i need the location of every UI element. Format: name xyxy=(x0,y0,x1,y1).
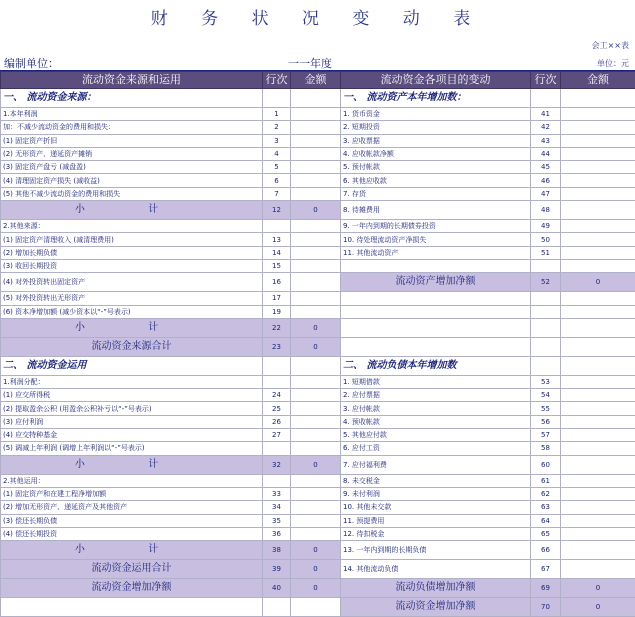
left-item-label: 二、 流动资金运用 xyxy=(1,356,263,375)
right-row-number[interactable] xyxy=(531,356,561,375)
right-item-label[interactable]: 7. 应付福利费 xyxy=(341,455,531,474)
left-row-number[interactable]: 40 xyxy=(263,579,291,598)
left-item-label[interactable]: 加：不减少流动资金的费用和损失： xyxy=(1,121,263,134)
right-item-label[interactable]: 8. 待摊费用 xyxy=(341,201,531,220)
right-row-number[interactable]: 61 xyxy=(531,474,561,487)
left-item-label[interactable]: (4) 偿还长期投资 xyxy=(1,527,263,540)
left-amount-cell[interactable]: 0 xyxy=(291,455,341,474)
left-amount-cell[interactable] xyxy=(291,134,341,147)
left-amount-cell[interactable] xyxy=(291,429,341,442)
statement-table xyxy=(0,71,635,617)
left-amount-cell[interactable] xyxy=(291,273,341,292)
right-item-label[interactable] xyxy=(341,305,531,318)
left-row-number[interactable]: 3 xyxy=(263,134,291,147)
table-row xyxy=(1,455,635,474)
right-item-label[interactable]: 流动资产增加净额 xyxy=(341,273,531,292)
right-row-number[interactable]: 45 xyxy=(531,161,561,174)
left-item-label[interactable]: (2) 增加长期负债 xyxy=(1,246,263,259)
right-row-number[interactable] xyxy=(531,337,561,356)
left-item-label[interactable]: 2.其他运用： xyxy=(1,474,263,487)
left-amount-cell[interactable] xyxy=(291,487,341,500)
table-row xyxy=(1,356,635,375)
table-row xyxy=(1,292,635,305)
left-amount-cell[interactable] xyxy=(291,415,341,428)
table-row xyxy=(1,174,635,187)
table-row xyxy=(1,318,635,337)
year-label: 一一年度 xyxy=(288,55,332,71)
left-row-number[interactable]: 4 xyxy=(263,147,291,160)
table-row xyxy=(1,305,635,318)
right-amount-cell[interactable] xyxy=(561,292,635,305)
table-row xyxy=(1,429,635,442)
right-row-number[interactable] xyxy=(531,259,561,272)
right-amount-cell[interactable] xyxy=(561,356,635,375)
left-item-label[interactable]: (3) 偿还长期负债 xyxy=(1,514,263,527)
right-item-label[interactable]: 8. 未交税金 xyxy=(341,474,531,487)
left-row-number[interactable]: 36 xyxy=(263,527,291,540)
right-item-label[interactable]: 2. 短期投资 xyxy=(341,121,531,134)
right-item-label: 二、 流动负债本年增加数 xyxy=(341,356,531,375)
table-row xyxy=(1,108,635,121)
right-item-label[interactable]: 6. 应付工资 xyxy=(341,442,531,455)
left-row-number[interactable]: 33 xyxy=(263,487,291,500)
left-item-label[interactable]: (4) 应交特种基金 xyxy=(1,429,263,442)
left-amount-cell[interactable] xyxy=(291,305,341,318)
right-amount-cell[interactable] xyxy=(561,305,635,318)
left-item-label[interactable]: (6) 资本净增加额 (减少资本以“-”号表示) xyxy=(1,305,263,318)
table-row xyxy=(1,442,635,455)
right-row-number[interactable]: 55 xyxy=(531,402,561,415)
left-item-label[interactable]: (1) 固定资产清理收入 (减清理费用) xyxy=(1,233,263,246)
left-amount-cell[interactable] xyxy=(291,375,341,388)
right-amount-cell[interactable] xyxy=(561,337,635,356)
right-item-label[interactable]: 9. 一年内到期的长期债券投资 xyxy=(341,220,531,233)
left-amount-cell[interactable] xyxy=(291,121,341,134)
right-item-label[interactable]: 1. 短期借款 xyxy=(341,375,531,388)
left-item-label[interactable]: (2) 无形资产、递延资产摊销 xyxy=(1,147,263,160)
table-row xyxy=(1,233,635,246)
right-item-label[interactable]: 4. 预收帐款 xyxy=(341,415,531,428)
table-row xyxy=(1,187,635,200)
right-row-number[interactable]: 70 xyxy=(531,598,561,617)
table-row xyxy=(1,389,635,402)
left-amount-cell[interactable] xyxy=(291,514,341,527)
right-amount-cell[interactable] xyxy=(561,402,635,415)
table-row xyxy=(1,246,635,259)
table-row xyxy=(1,201,635,220)
right-item-label[interactable]: 7. 存货 xyxy=(341,187,531,200)
right-amount-cell[interactable] xyxy=(561,108,635,121)
table-row xyxy=(1,598,635,617)
right-amount-cell[interactable] xyxy=(561,560,635,579)
table-row xyxy=(1,220,635,233)
right-row-number[interactable]: 66 xyxy=(531,541,561,560)
left-row-number[interactable]: 13 xyxy=(263,233,291,246)
left-item-label[interactable]: (1) 固定资产和在建工程净增加额 xyxy=(1,487,263,500)
right-amount-cell[interactable] xyxy=(561,455,635,474)
header-right-item: 流动资金各项目的变动 xyxy=(341,72,531,89)
right-amount-cell[interactable]: 0 xyxy=(561,273,635,292)
right-amount-cell[interactable] xyxy=(561,259,635,272)
left-amount-cell[interactable] xyxy=(291,89,341,108)
header-amount: 金额 xyxy=(291,72,341,89)
right-row-number[interactable]: 44 xyxy=(531,147,561,160)
left-item-label: 一、 流动资金来源： xyxy=(1,89,263,108)
left-amount-cell[interactable] xyxy=(291,174,341,187)
left-amount-cell[interactable] xyxy=(291,389,341,402)
left-amount-cell[interactable] xyxy=(291,147,341,160)
table-row xyxy=(1,415,635,428)
right-row-number[interactable]: 58 xyxy=(531,442,561,455)
right-row-number[interactable]: 47 xyxy=(531,187,561,200)
left-item-label[interactable]: 小 计 xyxy=(1,541,263,560)
left-row-number[interactable] xyxy=(263,474,291,487)
left-amount-cell[interactable] xyxy=(291,598,341,617)
right-item-label[interactable]: 1. 货币资金 xyxy=(341,108,531,121)
right-row-number[interactable]: 53 xyxy=(531,375,561,388)
right-row-number[interactable]: 46 xyxy=(531,174,561,187)
right-item-label[interactable]: 14. 其他流动负债 xyxy=(341,560,531,579)
left-amount-cell[interactable] xyxy=(291,161,341,174)
left-row-number[interactable]: 24 xyxy=(263,389,291,402)
left-item-label[interactable]: 1.利润分配： xyxy=(1,375,263,388)
left-amount-cell[interactable] xyxy=(291,233,341,246)
right-item-label[interactable]: 6. 其他应收款 xyxy=(341,174,531,187)
left-item-label[interactable]: 流动资金增加净额 xyxy=(1,579,263,598)
left-amount-cell[interactable] xyxy=(291,108,341,121)
left-item-label[interactable]: (4) 清理固定资产损失 (减收益) xyxy=(1,174,263,187)
left-item-label[interactable]: 小 计 xyxy=(1,455,263,474)
left-item-label[interactable]: (5) 其他不减少流动资金的费用和损失 xyxy=(1,187,263,200)
left-row-number[interactable]: 38 xyxy=(263,541,291,560)
left-item-label[interactable]: 小 计 xyxy=(1,201,263,220)
left-row-number[interactable]: 34 xyxy=(263,501,291,514)
right-item-label[interactable]: 11. 预提费用 xyxy=(341,514,531,527)
right-item-label[interactable]: 5. 其他应付款 xyxy=(341,429,531,442)
right-row-number[interactable]: 65 xyxy=(531,527,561,540)
left-amount-cell[interactable] xyxy=(291,356,341,375)
right-item-label[interactable] xyxy=(341,337,531,356)
left-item-label[interactable]: (3) 固定资产盘亏 (减盘盈) xyxy=(1,161,263,174)
left-item-label[interactable]: (5) 对外投资转出无形资产 xyxy=(1,292,263,305)
left-amount-cell[interactable]: 0 xyxy=(291,579,341,598)
right-row-number[interactable]: 69 xyxy=(531,579,561,598)
right-item-label: 一、 流动资产本年增加数： xyxy=(341,89,531,108)
table-row xyxy=(1,337,635,356)
right-row-number[interactable]: 48 xyxy=(531,201,561,220)
right-item-label[interactable]: 9. 未付利润 xyxy=(341,487,531,500)
table-row xyxy=(1,273,635,292)
table-row xyxy=(1,89,635,108)
left-row-number[interactable]: 26 xyxy=(263,415,291,428)
left-row-number[interactable]: 14 xyxy=(263,246,291,259)
right-amount-cell[interactable] xyxy=(561,429,635,442)
table-row xyxy=(1,161,635,174)
right-item-label[interactable]: 4. 应收帐款净额 xyxy=(341,147,531,160)
right-row-number[interactable]: 56 xyxy=(531,415,561,428)
left-item-label[interactable]: (1) 应交所得税 xyxy=(1,389,263,402)
table-row xyxy=(1,514,635,527)
left-row-number[interactable] xyxy=(263,356,291,375)
right-amount-cell[interactable] xyxy=(561,187,635,200)
left-row-number[interactable]: 12 xyxy=(263,201,291,220)
left-item-label[interactable]: (4) 对外投资转出固定资产 xyxy=(1,273,263,292)
right-amount-cell[interactable] xyxy=(561,161,635,174)
right-item-label[interactable]: 12. 待扣税金 xyxy=(341,527,531,540)
left-amount-cell[interactable] xyxy=(291,501,341,514)
left-item-label[interactable] xyxy=(1,598,263,617)
right-amount-cell[interactable] xyxy=(561,514,635,527)
left-item-label[interactable]: (5) 调减上年利润 (调增上年利润以“-”号表示) xyxy=(1,442,263,455)
right-row-number[interactable]: 64 xyxy=(531,514,561,527)
right-row-number[interactable]: 63 xyxy=(531,501,561,514)
right-row-number[interactable]: 67 xyxy=(531,560,561,579)
header-amount-right: 金额 xyxy=(561,72,635,89)
right-amount-cell[interactable] xyxy=(561,375,635,388)
right-item-label[interactable]: 5. 预付帐款 xyxy=(341,161,531,174)
right-item-label[interactable] xyxy=(341,292,531,305)
left-row-number[interactable]: 22 xyxy=(263,318,291,337)
right-amount-cell[interactable] xyxy=(561,501,635,514)
left-amount-cell[interactable] xyxy=(291,187,341,200)
left-row-number[interactable]: 17 xyxy=(263,292,291,305)
left-amount-cell[interactable] xyxy=(291,259,341,272)
right-item-label[interactable]: 流动资金增加净额 xyxy=(341,598,531,617)
right-amount-cell[interactable] xyxy=(561,389,635,402)
right-amount-cell[interactable] xyxy=(561,487,635,500)
right-amount-cell[interactable] xyxy=(561,121,635,134)
table-row xyxy=(1,134,635,147)
left-row-number[interactable]: 2 xyxy=(263,121,291,134)
left-amount-cell[interactable]: 0 xyxy=(291,560,341,579)
right-amount-cell[interactable]: 0 xyxy=(561,598,635,617)
table-row xyxy=(1,579,635,598)
left-row-number[interactable] xyxy=(263,598,291,617)
left-item-label[interactable]: (3) 应付利润 xyxy=(1,415,263,428)
right-item-label[interactable]: 11. 其他流动资产 xyxy=(341,246,531,259)
table-row xyxy=(1,474,635,487)
right-row-number[interactable]: 52 xyxy=(531,273,561,292)
left-item-label[interactable]: (3) 收回长期投资 xyxy=(1,259,263,272)
right-row-number[interactable]: 41 xyxy=(531,108,561,121)
right-item-label[interactable] xyxy=(341,318,531,337)
table-header-row xyxy=(1,72,635,89)
left-row-number[interactable]: 39 xyxy=(263,560,291,579)
currency-unit: 单位：元 xyxy=(597,58,629,69)
left-row-number[interactable]: 15 xyxy=(263,259,291,272)
right-item-label[interactable]: 流动负债增加净额 xyxy=(341,579,531,598)
right-amount-cell[interactable] xyxy=(561,89,635,108)
left-amount-cell[interactable] xyxy=(291,402,341,415)
table-row xyxy=(1,527,635,540)
left-row-number[interactable]: 7 xyxy=(263,187,291,200)
right-amount-cell[interactable] xyxy=(561,246,635,259)
table-row xyxy=(1,259,635,272)
right-amount-cell[interactable] xyxy=(561,527,635,540)
left-row-number[interactable]: 23 xyxy=(263,337,291,356)
left-row-number[interactable] xyxy=(263,220,291,233)
left-amount-cell[interactable]: 0 xyxy=(291,201,341,220)
table-row xyxy=(1,487,635,500)
right-amount-cell[interactable] xyxy=(561,233,635,246)
left-amount-cell[interactable] xyxy=(291,442,341,455)
right-item-label[interactable]: 2. 应付票据 xyxy=(341,389,531,402)
prepared-by-label: 编制单位： xyxy=(4,55,59,71)
left-item-label[interactable]: (2) 增加无形资产、递延资产及其他资产 xyxy=(1,501,263,514)
right-row-number[interactable]: 43 xyxy=(531,134,561,147)
left-item-label[interactable]: 2.其他来源： xyxy=(1,220,263,233)
left-amount-cell[interactable] xyxy=(291,527,341,540)
left-amount-cell[interactable] xyxy=(291,220,341,233)
right-row-number[interactable]: 49 xyxy=(531,220,561,233)
right-amount-cell[interactable] xyxy=(561,147,635,160)
left-row-number[interactable] xyxy=(263,89,291,108)
table-row xyxy=(1,541,635,560)
left-item-label[interactable]: (2) 提取盈余公积 (用盈余公积补亏以“-”号表示) xyxy=(1,402,263,415)
right-row-number[interactable]: 42 xyxy=(531,121,561,134)
header-row-no: 行次 xyxy=(263,72,291,89)
right-amount-cell[interactable] xyxy=(561,442,635,455)
right-amount-cell[interactable]: 0 xyxy=(561,579,635,598)
left-item-label[interactable]: 流动资金来源合计 xyxy=(1,337,263,356)
left-row-number[interactable]: 32 xyxy=(263,455,291,474)
left-row-number[interactable]: 6 xyxy=(263,174,291,187)
right-item-label[interactable]: 10. 待处理流动资产净损失 xyxy=(341,233,531,246)
right-amount-cell[interactable] xyxy=(561,220,635,233)
right-row-number[interactable]: 54 xyxy=(531,389,561,402)
right-row-number[interactable] xyxy=(531,89,561,108)
table-row xyxy=(1,560,635,579)
right-row-number[interactable]: 62 xyxy=(531,487,561,500)
right-row-number[interactable] xyxy=(531,305,561,318)
right-row-number[interactable]: 60 xyxy=(531,455,561,474)
table-row xyxy=(1,147,635,160)
left-row-number[interactable]: 1 xyxy=(263,108,291,121)
right-item-label[interactable]: 13. 一年内到期的长期负债 xyxy=(341,541,531,560)
right-amount-cell[interactable] xyxy=(561,415,635,428)
right-row-number[interactable]: 50 xyxy=(531,233,561,246)
left-amount-cell[interactable] xyxy=(291,246,341,259)
left-amount-cell[interactable]: 0 xyxy=(291,318,341,337)
left-amount-cell[interactable]: 0 xyxy=(291,337,341,356)
right-amount-cell[interactable] xyxy=(561,134,635,147)
right-amount-cell[interactable] xyxy=(561,318,635,337)
left-row-number[interactable]: 25 xyxy=(263,402,291,415)
right-amount-cell[interactable] xyxy=(561,174,635,187)
left-row-number[interactable] xyxy=(263,375,291,388)
left-amount-cell[interactable] xyxy=(291,292,341,305)
left-row-number[interactable]: 16 xyxy=(263,273,291,292)
page-title: 财 务 状 况 变 动 表 xyxy=(0,0,635,38)
right-item-label[interactable]: 3. 应付帐款 xyxy=(341,402,531,415)
right-amount-cell[interactable] xyxy=(561,201,635,220)
left-amount-cell[interactable]: 0 xyxy=(291,541,341,560)
left-amount-cell[interactable] xyxy=(291,474,341,487)
table-row xyxy=(1,375,635,388)
right-item-label[interactable] xyxy=(341,259,531,272)
right-item-label[interactable]: 3. 应收票据 xyxy=(341,134,531,147)
right-row-number[interactable] xyxy=(531,318,561,337)
right-row-number[interactable] xyxy=(531,292,561,305)
left-row-number[interactable]: 27 xyxy=(263,429,291,442)
left-row-number[interactable] xyxy=(263,442,291,455)
table-row xyxy=(1,402,635,415)
table-row xyxy=(1,121,635,134)
right-row-number[interactable]: 51 xyxy=(531,246,561,259)
right-item-label[interactable]: 10. 其他未交款 xyxy=(341,501,531,514)
table-row xyxy=(1,501,635,514)
left-row-number[interactable]: 35 xyxy=(263,514,291,527)
header-left-item: 流动资金来源和运用 xyxy=(1,72,263,89)
left-row-number[interactable]: 5 xyxy=(263,161,291,174)
left-item-label[interactable]: 1.本年利润 xyxy=(1,108,263,121)
right-amount-cell[interactable] xyxy=(561,541,635,560)
right-amount-cell[interactable] xyxy=(561,474,635,487)
left-item-label[interactable]: 小 计 xyxy=(1,318,263,337)
left-item-label[interactable]: 流动资金运用合计 xyxy=(1,560,263,579)
header-row-no-right: 行次 xyxy=(531,72,561,89)
left-item-label[interactable]: (1) 固定资产折旧 xyxy=(1,134,263,147)
right-row-number[interactable]: 57 xyxy=(531,429,561,442)
left-row-number[interactable]: 19 xyxy=(263,305,291,318)
form-code: 会工××表 xyxy=(592,40,629,51)
